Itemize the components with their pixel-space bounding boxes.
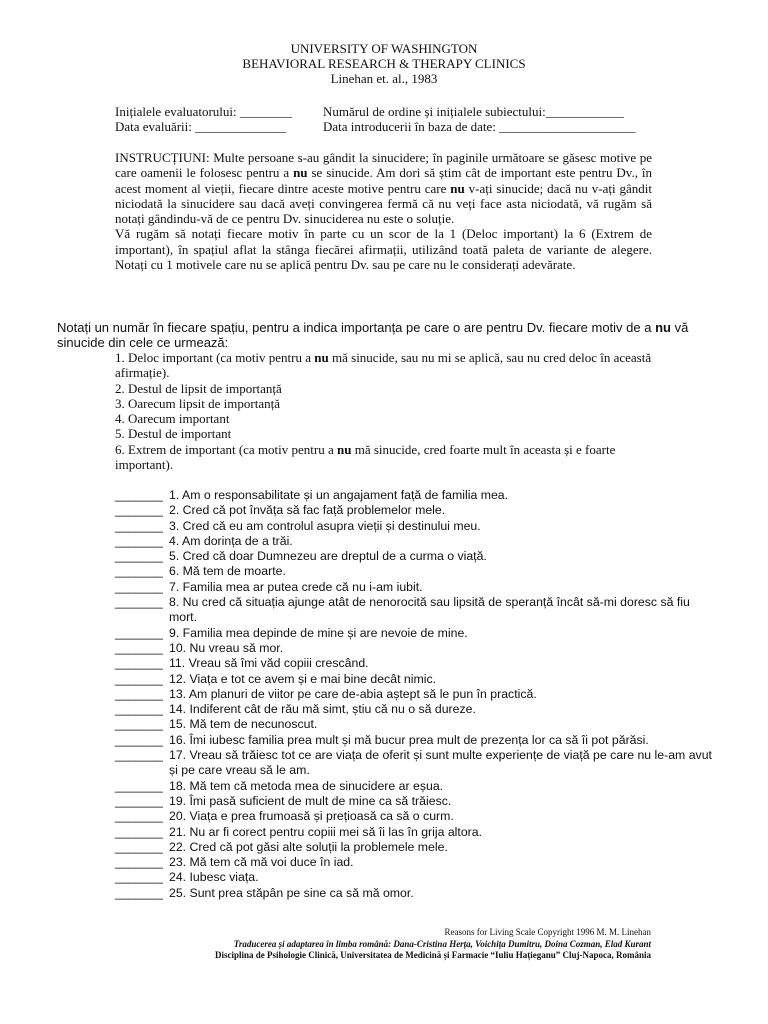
score-blank[interactable]: _______: [115, 717, 163, 732]
rating-scale: [115, 350, 655, 472]
reason-text: 9. Familia mea depinde de mine și are nevoie de mine.: [169, 625, 468, 640]
scale-item-1: 1. Deloc important (ca motiv pentru a nu mă sinucide, sau nu mi se aplică, sau nu cred deloc în această afirmație).: [115, 350, 652, 381]
reason-text: 6. Mă tem de moarte.: [169, 564, 286, 579]
translation-credit: Traducerea și adaptarea în limba română: Dana-Cristina Herța, Voichița Dumitru, Doina Cozman, Elad Kurant: [233, 938, 651, 949]
reason-text: 2. Cred că pot învăța să fac față problemelor mele.: [169, 503, 446, 518]
reason-text: 3. Cred că eu am controlul asupra vieții și destinului meu.: [169, 518, 481, 533]
list-item: [115, 672, 715, 687]
reason-text: 13. Am planuri de viitor pe care de-abia aștept să le pun în practică.: [169, 686, 537, 701]
reasons-list: [115, 488, 715, 901]
score-blank[interactable]: _______: [115, 732, 163, 747]
reason-text: 21. Nu ar fi corect pentru copiii mei să îi las în grija altora.: [169, 824, 483, 839]
list-item: [115, 519, 715, 534]
score-blank[interactable]: _______: [115, 748, 163, 763]
list-item: [115, 687, 715, 702]
list-item: [115, 549, 715, 564]
list-item: [115, 580, 715, 595]
reason-text: 14. Indiferent cât de rău mă simt, știu că nu o să dureze.: [169, 702, 476, 717]
list-item: [115, 656, 715, 671]
reason-text: 23. Mă tem că mă voi duce în iad.: [169, 855, 354, 870]
list-item: [115, 809, 715, 824]
score-blank[interactable]: _______: [115, 564, 163, 579]
reason-text: 19. Îmi pasă suficient de mult de mine ca să trăiesc.: [169, 793, 452, 808]
reason-text: 10. Nu vreau să mor.: [169, 640, 284, 655]
reason-text: 20. Viața e prea frumoasă și prețioasă ca să o curm.: [169, 809, 454, 824]
reason-text: 1. Am o responsabilitate și un angajament față de familia mea.: [169, 488, 509, 502]
evaluator-initials-field: Inițialele evaluatorului: ________: [115, 104, 292, 119]
reason-text: 12. Viața e tot ce avem și e mai bine decât nimic.: [169, 671, 437, 686]
list-item: [115, 779, 715, 794]
list-item: [115, 641, 715, 656]
reason-text: 8. Nu cred că situația ajunge atât de nenorocită sau lipsită de speranță încât să-mi doresc să fiu mort.: [169, 595, 690, 625]
score-blank[interactable]: _______: [115, 793, 163, 808]
list-item: [115, 870, 715, 885]
score-blank[interactable]: _______: [115, 671, 163, 686]
instructions-paragraph-1: INSTRUCȚIUNI: Multe persoane s-au gândit la sinucidere; în paginile următoare se găsesc motive pe care oamenii le folosesc pentru a nu se sinucide. Am dori să știm cât de important este pentru Dv., în acest moment al vieții, fiecare dintre aceste motive pentru care nu v-ați sinucide; dacă nu v-ați gândit niciodată la sinucidere sau dacă aveți convingerea fermă că nu veți face asta niciodată, vă rugăm să notați gândindu-vă de ce pentru Dv. sinuciderea nu este o soluție.: [115, 150, 652, 227]
score-blank[interactable]: _______: [115, 839, 163, 854]
reason-text: 25. Sunt prea stăpân pe sine ca să mă omor.: [169, 885, 414, 900]
score-blank[interactable]: _______: [115, 579, 163, 594]
list-item: [115, 840, 715, 855]
reason-text: 11. Vreau să îmi văd copiii crescând.: [169, 656, 369, 671]
reason-text: 24. Iubesc viața.: [169, 870, 259, 885]
scale-item-5: 5. Destul de important: [115, 426, 232, 442]
list-item: [115, 886, 715, 901]
reason-text: 16. Îmi iubesc familia prea mult și mă bucur prea mult de prezența lor ca să îi pot părăsi.: [169, 732, 649, 747]
list-item: [115, 702, 715, 717]
scale-item-6: 6. Extrem de important (ca motiv pentru a nu mă sinucide, cred foarte mult în aceasta și e foarte important).: [115, 441, 616, 473]
rating-prompt: Notați un număr în fiecare spațiu, pentru a indica importanța pe care o are pentru Dv. fiecare motiv de a nu vă sinucide din cele ce urmează:: [57, 320, 689, 351]
score-blank[interactable]: _______: [115, 549, 163, 564]
scale-item-3: 3. Oarecum lipsit de importanță: [115, 395, 280, 411]
document-footer: [51, 927, 651, 962]
instructions: [115, 150, 652, 272]
reason-text: 7. Familia mea ar putea crede că nu i-am iubit.: [169, 579, 423, 594]
list-item: [115, 564, 715, 579]
list-item: [115, 503, 715, 518]
scale-item-2: 2. Destul de lipsit de importanță: [115, 380, 282, 396]
score-blank[interactable]: _______: [115, 503, 163, 518]
copyright-notice: Reasons for Living Scale Copyright 1996 M. M. Linehan: [444, 927, 651, 937]
scale-item-4: 4. Oarecum important: [115, 411, 230, 427]
score-blank[interactable]: _______: [115, 809, 163, 824]
list-item: [115, 733, 715, 748]
score-blank[interactable]: _______: [115, 778, 163, 793]
list-item: [115, 825, 715, 840]
score-blank[interactable]: _______: [115, 533, 163, 548]
score-blank[interactable]: _______: [115, 870, 163, 885]
reason-text: 15. Mă tem de necunoscut.: [169, 717, 318, 732]
reason-text: 5. Cred că doar Dumnezeu are dreptul de a curma o viață.: [169, 549, 487, 564]
form-fields: [115, 104, 675, 134]
subject-number-field: Numărul de ordine și inițialele subiectului:____________: [323, 104, 624, 119]
list-item: [115, 855, 715, 870]
reason-text: 17. Vreau să trăiesc tot ce are viața de oferit și sunt multe experiențe de viață pe care nu le-am avut și pe care vreau să le am.: [169, 748, 712, 778]
list-item: [115, 717, 715, 732]
score-blank[interactable]: _______: [115, 855, 163, 870]
list-item: [115, 794, 715, 809]
clinic-name: BEHAVIORAL RESEARCH & THERAPY CLINICS: [242, 56, 526, 71]
list-item: [115, 626, 715, 641]
list-item: [115, 595, 715, 626]
score-blank[interactable]: _______: [115, 885, 163, 900]
database-date-field: Data introducerii în baza de date: _____________________: [323, 119, 636, 134]
list-item: [115, 534, 715, 549]
reason-text: 22. Cred că pot găsi alte soluții la problemele mele.: [169, 839, 448, 854]
university-name: UNIVERSITY OF WASHINGTON: [290, 41, 478, 56]
discipline-credit: Disciplina de Psihologie Clinică, Universitatea de Medicină și Farmacie “Iuliu Hațieganu” Cluj-Napoca, România: [215, 950, 651, 960]
score-blank[interactable]: _______: [115, 640, 163, 655]
score-blank[interactable]: _______: [115, 686, 163, 701]
score-blank[interactable]: _______: [115, 595, 163, 610]
instructions-paragraph-2: Vă rugăm să notați fiecare motiv în parte cu un scor de la 1 (Deloc important) la 6 (Extrem de important), în spațiul aflat la stânga fiecărei afirmații, utilizând toată paleta de variante de alegere. Notați cu 1 motivele care nu se aplică pentru Dv. sau pe care nu le considerați adevărate.: [115, 226, 652, 273]
score-blank[interactable]: _______: [115, 625, 163, 640]
score-blank[interactable]: _______: [115, 702, 163, 717]
evaluation-date-field: Data evaluării: ______________: [115, 119, 287, 134]
score-blank[interactable]: _______: [115, 824, 163, 839]
reason-text: 18. Mă tem că metoda mea de sinucidere ar eșua.: [169, 778, 444, 793]
document-header: [0, 41, 768, 86]
list-item: [115, 488, 715, 503]
reason-text: 4. Am dorința de a trăi.: [169, 533, 293, 548]
list-item: [115, 748, 715, 779]
score-blank[interactable]: _______: [115, 488, 163, 502]
score-blank[interactable]: _______: [115, 518, 163, 533]
author-citation: Linehan et. al., 1983: [330, 71, 438, 86]
score-blank[interactable]: _______: [115, 656, 163, 671]
